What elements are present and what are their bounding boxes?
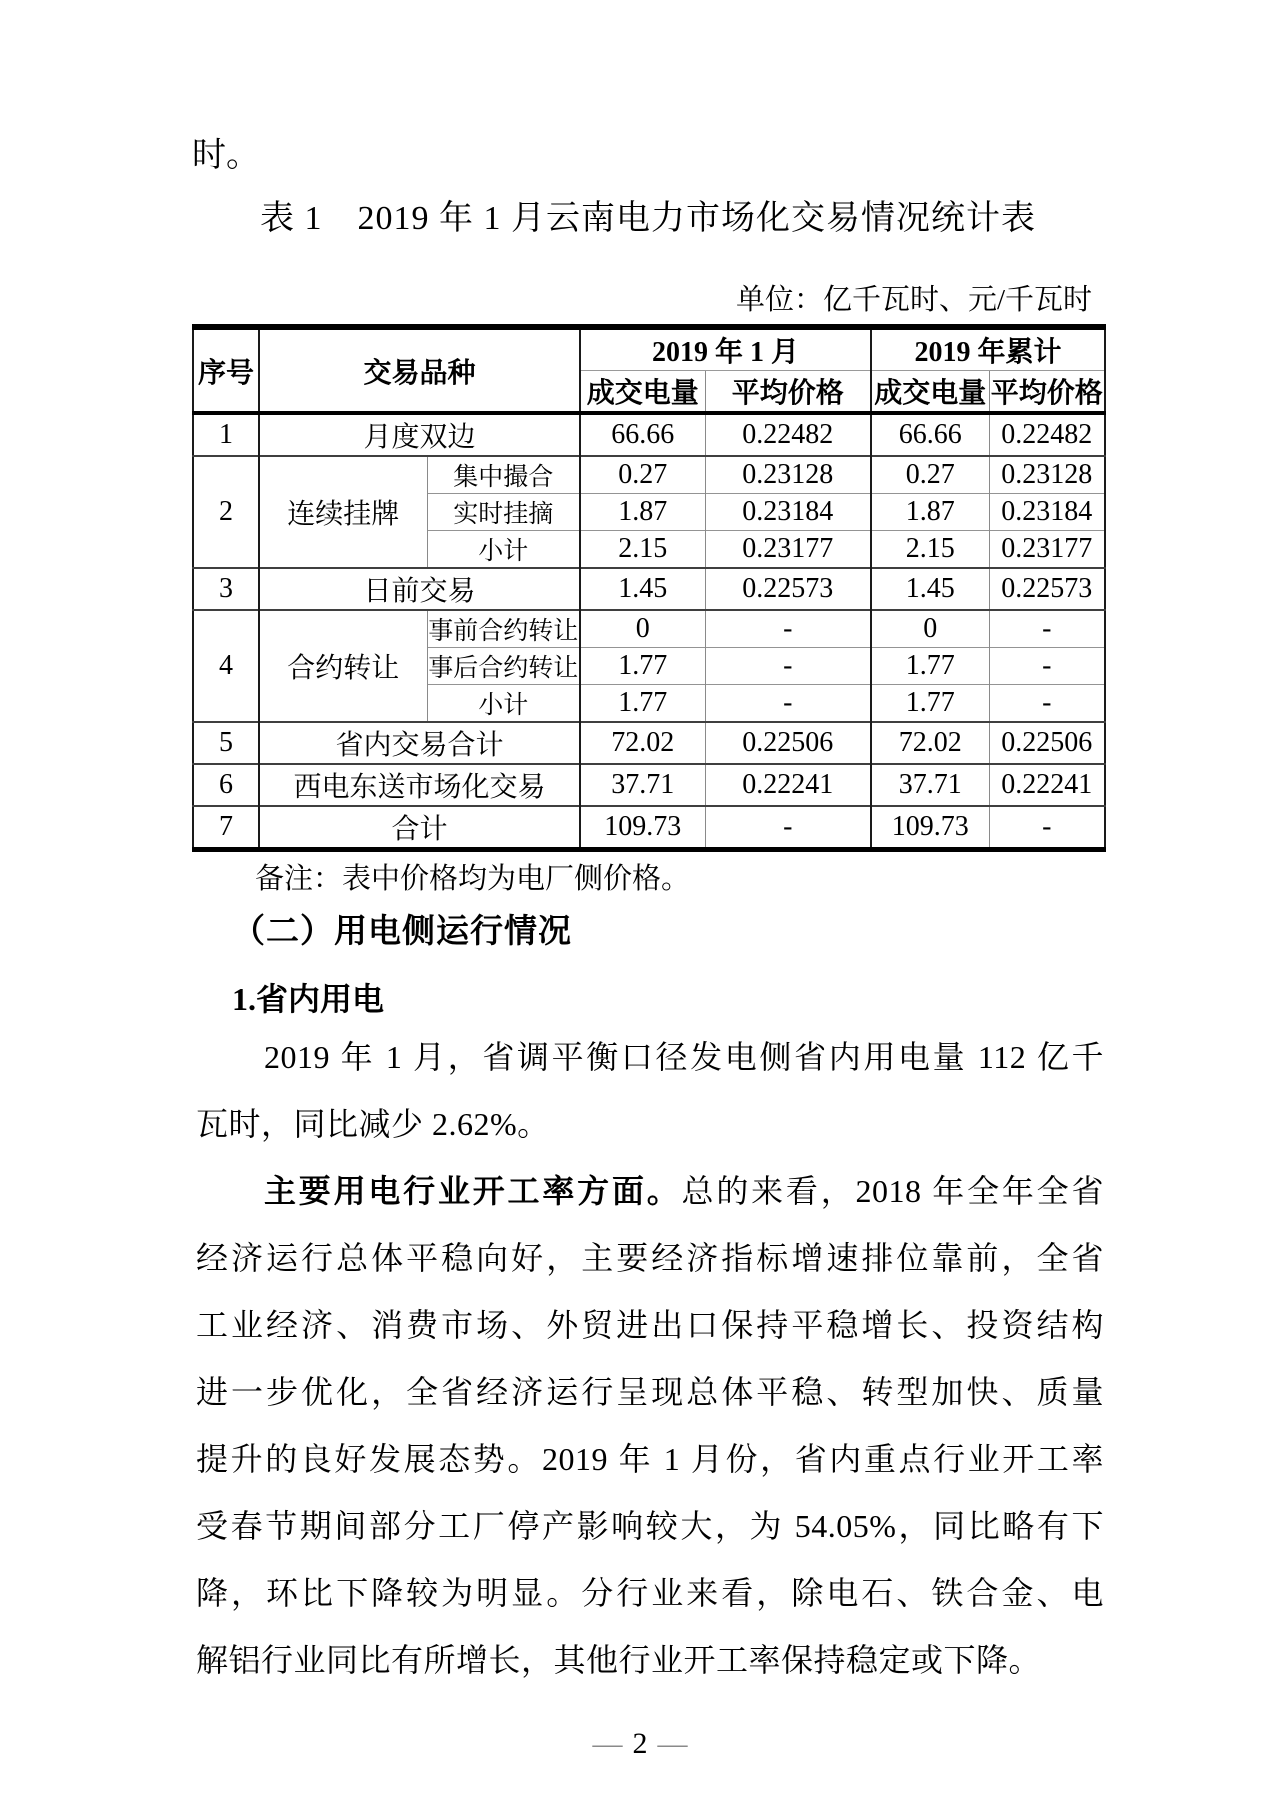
header-volume-cum: 成交电量 <box>871 371 989 414</box>
value-cell: 0.27 <box>580 456 705 494</box>
value-cell: 0.22506 <box>705 722 871 764</box>
value-cell: 109.73 <box>871 806 989 850</box>
footer-right-dash: — <box>657 1727 688 1760</box>
body-line: 瓦时，同比减少 2.62%。 <box>196 1106 550 1142</box>
value-cell: 1.77 <box>871 685 989 723</box>
header-seq: 序号 <box>193 327 259 413</box>
body-line: 提升的良好发展态势。2019 年 1 月份，省内重点行业开工率 <box>196 1441 1104 1477</box>
value-cell: 0.27 <box>871 456 989 494</box>
value-cell: 0.22482 <box>705 413 871 456</box>
value-cell: 0 <box>871 610 989 648</box>
header-variety: 交易品种 <box>259 327 580 413</box>
value-cell: 0.22241 <box>705 764 871 806</box>
value-cell: 1.77 <box>580 648 705 685</box>
body-line-text: 总的来看，2018 年全年全省 <box>681 1173 1104 1209</box>
body-line: 工业经济、消费市场、外贸进出口保持平稳增长、投资结构 <box>196 1307 1104 1343</box>
table-row <box>193 456 1105 494</box>
seq-cell: 7 <box>193 806 259 850</box>
label-cell: 西电东送市场化交易 <box>259 764 580 806</box>
seq-cell: 6 <box>193 764 259 806</box>
sub-label-cell: 集中撮合 <box>427 456 580 494</box>
table-row <box>193 764 1105 806</box>
body-line: 受春节期间部分工厂停产影响较大，为 54.05%，同比略有下 <box>196 1508 1104 1544</box>
label-cell: 省内交易合计 <box>259 722 580 764</box>
label-cell: 日前交易 <box>259 568 580 610</box>
seq-cell: 3 <box>193 568 259 610</box>
page-number: 2 <box>632 1727 648 1760</box>
seq-cell: 4 <box>193 610 259 722</box>
value-cell: 0.23177 <box>989 531 1105 569</box>
table-row <box>193 806 1105 850</box>
table-row <box>193 568 1105 610</box>
bold-lead-text: 主要用电行业开工率方面。 <box>264 1173 682 1209</box>
opening-paragraph: 时。 <box>192 137 260 174</box>
value-cell: 1.77 <box>871 648 989 685</box>
page-footer <box>0 1726 1280 1762</box>
paragraph-industry-rate <box>192 1158 1104 1694</box>
value-cell: - <box>705 610 871 648</box>
value-cell: 0.22506 <box>989 722 1105 764</box>
value-cell: 66.66 <box>580 413 705 456</box>
sub-label-cell: 实时挂摘 <box>427 494 580 531</box>
body-line <box>196 1158 1104 1225</box>
body-line: 2019 年 1 月，省调平衡口径发电侧省内用电量 112 亿千 <box>264 1039 1104 1075</box>
value-cell: 0.23184 <box>989 494 1105 531</box>
seq-cell: 2 <box>193 456 259 568</box>
value-cell: 0.23128 <box>705 456 871 494</box>
label-cell: 合计 <box>259 806 580 850</box>
value-cell: - <box>705 806 871 850</box>
section-heading: （二）用电侧运行情况 <box>232 914 572 950</box>
value-cell: 1.77 <box>580 685 705 723</box>
label-cell: 月度双边 <box>259 413 580 456</box>
table-title: 表 1 2019 年 1 月云南电力市场化交易情况统计表 <box>260 200 1036 237</box>
header-price-jan: 平均价格 <box>705 371 871 414</box>
group-cell: 连续挂牌 <box>259 456 427 568</box>
table-row <box>193 413 1105 456</box>
value-cell: 72.02 <box>580 722 705 764</box>
value-cell: 1.45 <box>871 568 989 610</box>
sub-label-cell: 事后合约转让 <box>427 648 580 685</box>
value-cell: 1.87 <box>871 494 989 531</box>
table-header-row-1 <box>193 327 1105 371</box>
value-cell: 0.22482 <box>1001 419 1093 450</box>
value-cell: 0.22241 <box>989 764 1105 806</box>
value-cell: 66.66 <box>871 413 989 456</box>
table-footnote: 备注：表中价格均为电厂侧价格。 <box>255 863 691 895</box>
value-cell: 0.23128 <box>989 456 1105 494</box>
header-2019-jan: 2019 年 1 月 <box>580 327 871 371</box>
group-cell: 合约转让 <box>259 610 427 722</box>
body-line: 降，环比下降较为明显。分行业来看，除电石、铁合金、电 <box>196 1575 1104 1611</box>
value-cell: - <box>705 648 871 685</box>
body-line: 经济运行总体平稳向好，主要经济指标增速排位靠前，全省 <box>196 1240 1104 1276</box>
table-row <box>193 722 1105 764</box>
body-line: 解铝行业同比有所增长，其他行业开工率保持稳定或下降。 <box>196 1642 1042 1678</box>
value-cell: 37.71 <box>871 764 989 806</box>
header-price-cum: 平均价格 <box>989 371 1105 414</box>
value-cell: 0.22573 <box>989 568 1105 610</box>
value-cell: - <box>705 685 871 723</box>
value-cell: 0.22573 <box>705 568 871 610</box>
value-cell: 0.23184 <box>705 494 871 531</box>
value-cell: 109.73 <box>580 806 705 850</box>
sub-label-cell: 小计 <box>427 531 580 569</box>
trading-stats-table <box>192 324 1106 852</box>
header-volume-jan: 成交电量 <box>580 371 705 414</box>
body-line: 进一步优化，全省经济运行呈现总体平稳、转型加快、质量 <box>196 1374 1104 1410</box>
value-cell: - <box>989 685 1105 723</box>
value-cell: 72.02 <box>871 722 989 764</box>
footer-left-dash: — <box>592 1727 623 1760</box>
header-2019-cum: 2019 年累计 <box>871 327 1105 371</box>
value-cell: - <box>989 610 1105 648</box>
value-cell: - <box>989 648 1105 685</box>
seq-cell: 5 <box>193 722 259 764</box>
value-cell: 2.15 <box>580 531 705 569</box>
value-cell: 37.71 <box>580 764 705 806</box>
sub-label-cell: 事前合约转让 <box>427 610 580 648</box>
sub-heading: 1.省内用电 <box>232 981 385 1017</box>
seq-cell: 1 <box>193 413 259 456</box>
value-cell: 0.23177 <box>705 531 871 569</box>
table-unit-note: 单位：亿千瓦时、元/千瓦时 <box>735 284 1092 316</box>
value-cell: - <box>989 806 1105 850</box>
sub-label-cell: 小计 <box>427 685 580 723</box>
table-row <box>193 610 1105 648</box>
paragraph-province-usage <box>192 1024 1104 1158</box>
value-cell: 1.45 <box>580 568 705 610</box>
value-cell: 2.15 <box>871 531 989 569</box>
value-cell: 1.87 <box>580 494 705 531</box>
value-cell: 0 <box>580 610 705 648</box>
